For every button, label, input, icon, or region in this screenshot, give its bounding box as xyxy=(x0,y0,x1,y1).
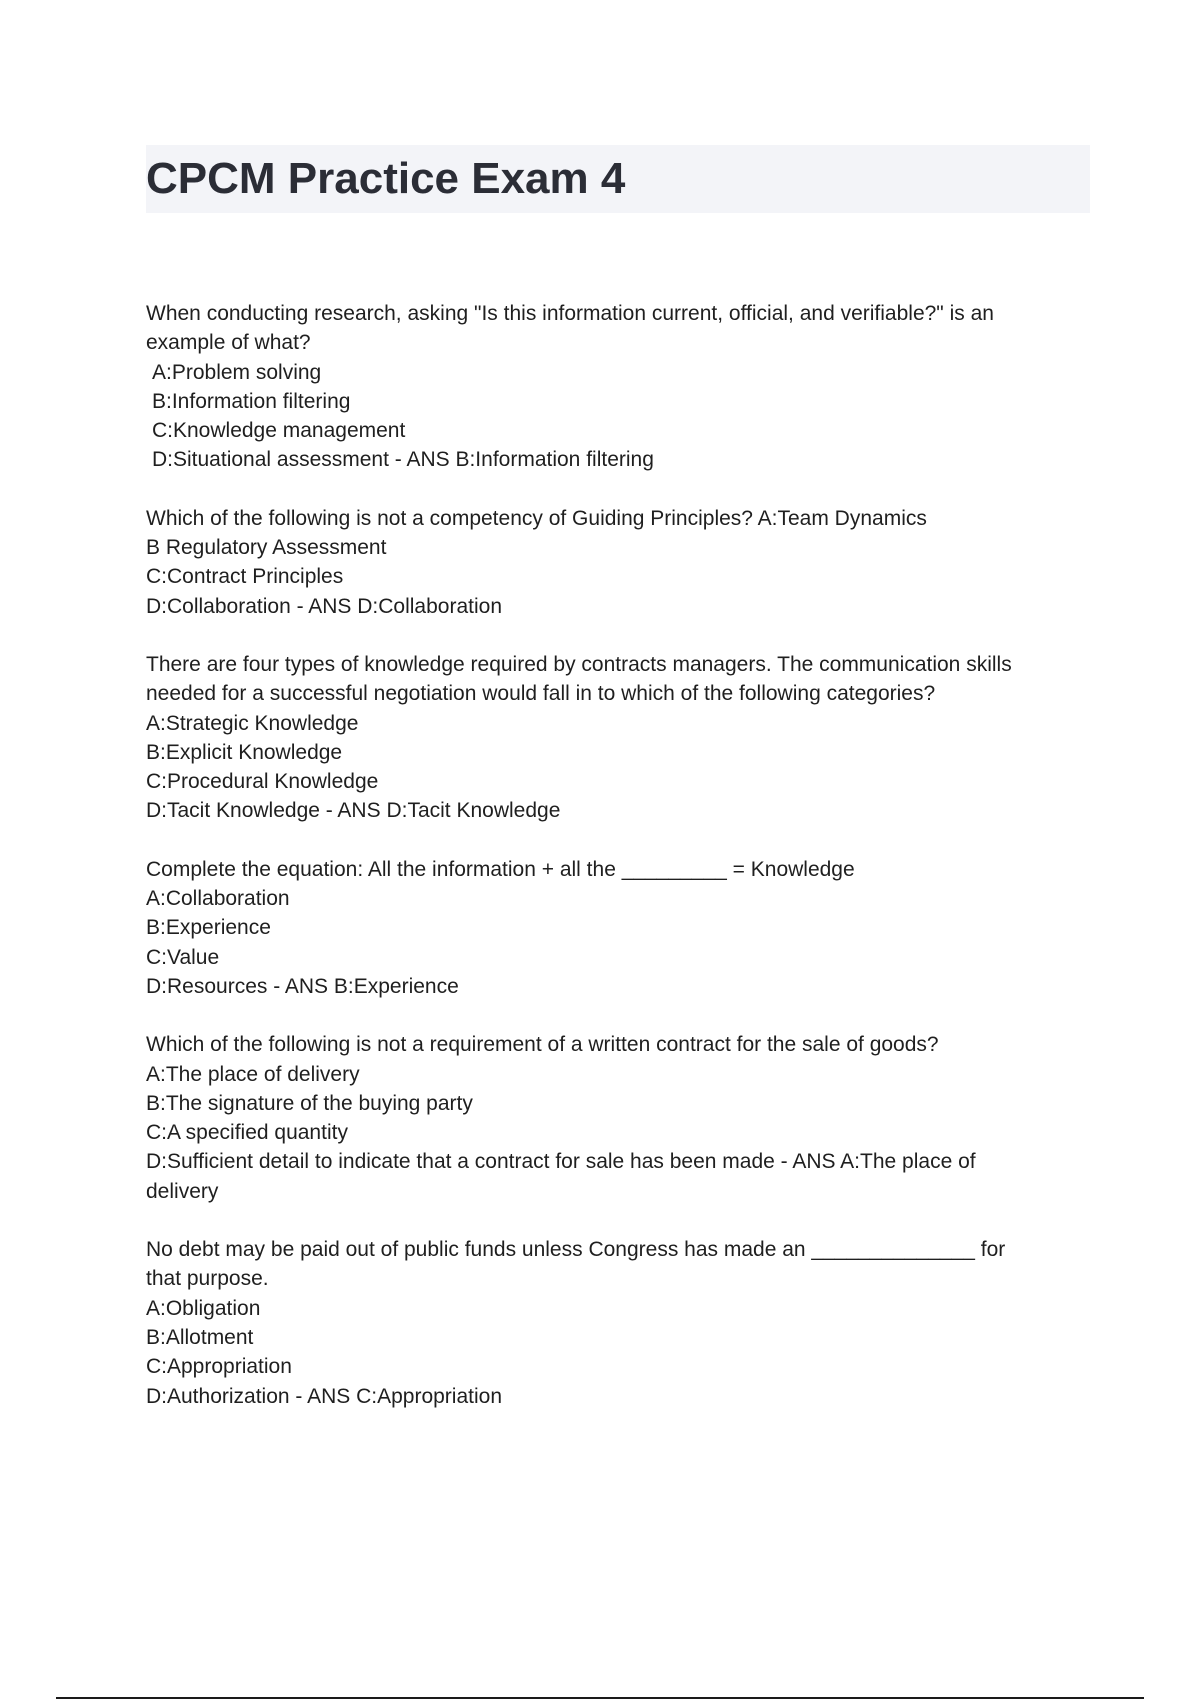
answer-option: C:Contract Principles xyxy=(146,565,344,589)
answer-option: B:Experience xyxy=(146,916,271,940)
answer-option-with-answer: D:Authorization - ANS C:Appropriation xyxy=(146,1384,503,1408)
question-block xyxy=(146,299,1076,475)
page-title: CPCM Practice Exam 4 xyxy=(146,154,626,203)
answer-option: B:Information filtering xyxy=(152,389,351,413)
answer-option: B Regulatory Assessment xyxy=(146,536,387,560)
question-block xyxy=(146,1235,1076,1411)
question-text: example of what? xyxy=(146,331,311,355)
answer-option-with-answer: delivery xyxy=(146,1179,219,1203)
answer-option: A:Strategic Knowledge xyxy=(146,711,359,735)
answer-option-with-answer: D:Resources - ANS B:Experience xyxy=(146,974,459,998)
answer-option: C:Procedural Knowledge xyxy=(146,770,379,794)
question-block xyxy=(146,855,1076,1001)
answer-option: A:Collaboration xyxy=(146,887,290,911)
question-block xyxy=(146,504,1076,621)
answer-option-with-answer: D:Collaboration - ANS D:Collaboration xyxy=(146,594,503,618)
question-text: Which of the following is not a requirement of a written contract for the sale of goods? xyxy=(146,1033,939,1057)
answer-option: C:Knowledge management xyxy=(152,419,406,443)
question-text: There are four types of knowledge required by contracts managers. The communication skills xyxy=(146,652,1012,676)
question-text: No debt may be paid out of public funds unless Congress has made an ______________ for xyxy=(146,1238,1006,1262)
question-block xyxy=(146,1030,1076,1206)
answer-option: B:Explicit Knowledge xyxy=(146,740,343,764)
answer-option: B:The signature of the buying party xyxy=(146,1091,473,1115)
answer-option: C:Value xyxy=(146,945,220,969)
answer-option: C:A specified quantity xyxy=(146,1121,348,1145)
question-text: When conducting research, asking "Is this information current, official, and verifiable?" is an xyxy=(146,302,994,325)
question-list xyxy=(146,299,1076,1440)
answer-option-with-answer: D:Situational assessment - ANS B:Information filtering xyxy=(152,448,654,472)
question-text: that purpose. xyxy=(146,1267,269,1291)
footer-divider xyxy=(56,1697,1144,1699)
question-text: Complete the equation: All the information + all the _________ = Knowledge xyxy=(146,857,855,881)
answer-option: C:Appropriation xyxy=(146,1355,292,1379)
answer-option: A:Obligation xyxy=(146,1296,261,1320)
answer-option: A:The place of delivery xyxy=(146,1062,360,1086)
answer-option: A:Problem solving xyxy=(152,360,322,384)
title-band xyxy=(146,145,1090,213)
question-text: Which of the following is not a competency of Guiding Principles? A:Team Dynamics xyxy=(146,506,927,530)
answer-option-with-answer: D:Tacit Knowledge - ANS D:Tacit Knowledge xyxy=(146,799,561,823)
question-block xyxy=(146,650,1076,826)
question-text: needed for a successful negotiation would fall in to which of the following categories? xyxy=(146,682,936,706)
answer-option: B:Allotment xyxy=(146,1325,254,1349)
answer-option-with-answer: D:Sufficient detail to indicate that a contract for sale has been made - ANS A:The place of xyxy=(146,1150,976,1174)
